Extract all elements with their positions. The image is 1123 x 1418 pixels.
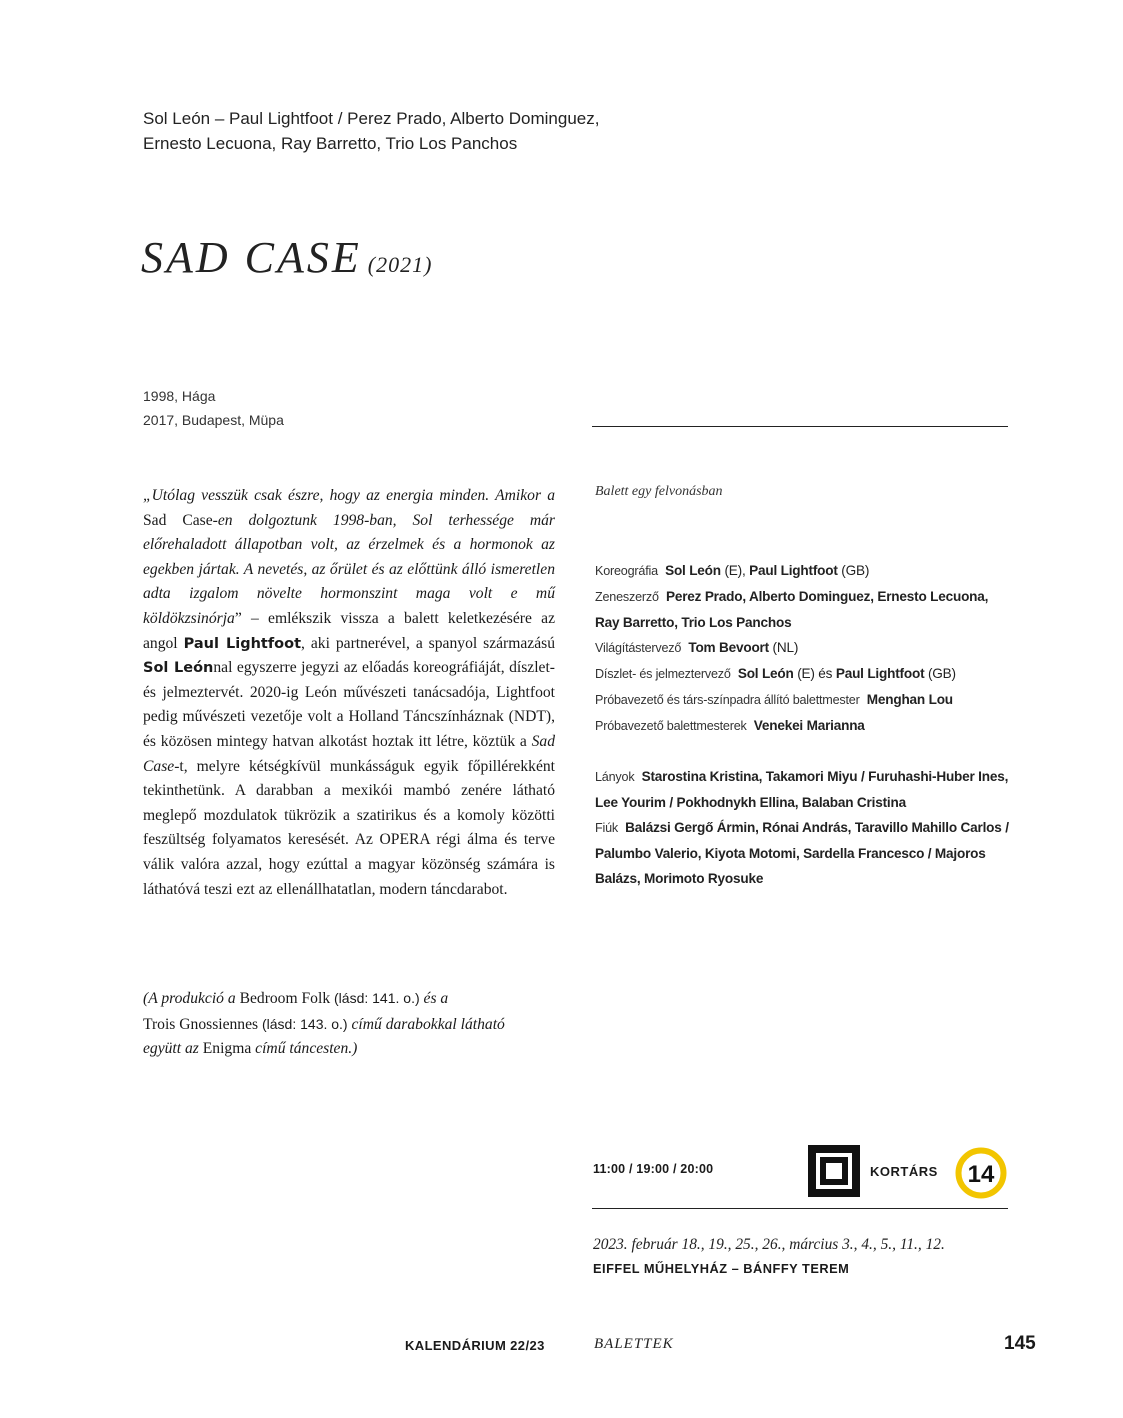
credit-label: Zeneszerző [595,590,659,604]
title-name: SAD CASE [141,233,362,282]
credit-label: Fiúk [595,821,618,835]
credit-country: (E), [720,563,750,578]
credit-label: Koreográfia [595,564,658,578]
credits [595,558,1013,891]
article-work-title: Sad Case [143,732,555,775]
concentric-square-icon [808,1145,860,1197]
article-text-2: , aki partnerével, a spanyol származású [301,634,555,652]
credit-label: Világítástervező [595,641,682,655]
premiere-2: 2017, Budapest, Müpa [143,412,284,428]
note-ref-2: (lásd: 143. o.) [258,1015,348,1032]
divider-top [592,426,1008,427]
credit-rehearsal-1 [595,687,1013,713]
title-year: (2021) [367,252,433,277]
note-work-1: Bedroom Folk [239,990,331,1007]
credit-label: Díszlet- és jelmeztervező [595,667,731,681]
credit-composer [595,584,1013,635]
article-name-lightfoot: Paul Lightfoot [183,635,302,652]
credit-boys [595,815,1013,891]
credit-name: Sol León [737,666,794,681]
creators [143,106,703,156]
note-text-4: című táncesten.) [251,1040,358,1058]
credits-spacer [595,739,1013,764]
note-text-3: című darabokkal látható együtt az [143,1015,505,1058]
production-note [143,986,543,1062]
credit-girls [595,764,1013,815]
credit-country: (GB) [837,563,870,578]
note-work-2: Trois Gnossiennes [143,1015,259,1033]
quote-text: „Utólag vesszük csak észre, hogy az energia minden. Amikor a [143,487,555,504]
note-work-3: Enigma [202,1040,252,1058]
article-name-leon: Sol León [143,660,214,677]
premieres [143,384,284,432]
page-title [141,232,432,283]
credit-name: Starostina Kristina, Takamori Miyu / Furuhashi-Huber Ines, Lee Yourim / Pokhodnykh Ellina, Balaban Cristina [595,769,1009,810]
article-text-3: nal egyszerre jegyzi az előadás koreográfiáját, díszlet- és jelmeztervét. 2020-ig León művészeti tanácsadója, Lightfoot pedig művészeti vezetője volt a Holland Táncszínháznak (NDT), és közösen mintegy hatvan alkotást hoztak itt létre, köztük a [143,659,556,750]
article-text-1: ” – emlékszik vissza a balett keletkezésére az angol [143,609,555,652]
note-ref-1: (lásd: 141. o.) [330,990,420,1006]
age-rating: 14 [967,1161,995,1188]
footer-section: BALETTEK [594,1336,674,1352]
credit-name: Venekei Marianna [753,718,865,733]
note-text-1: (A produkció a [143,990,240,1007]
credit-label: Próbavezető balettmesterek [595,719,747,733]
credit-rehearsal-2 [595,713,1013,739]
credit-lighting [595,635,1013,661]
credit-name: Paul Lightfoot [749,563,838,578]
credit-choreography [595,558,1013,584]
credit-name: Balázsi Gergő Ármin, Rónai András, Taravillo Mahillo Carlos / Palumbo Valerio, Kiyota Motomi, Sardella Francesco / Majoros Balázs, Morimoto Ryosuke [595,820,1009,886]
venue-location: EIFFEL MŰHELYHÁZ – BÁNFFY TEREM [593,1261,850,1276]
quote-text-cont: -en dolgoztunk 1998-ban, Sol terhessége már előrehaladott állapotban volt, az érzelmek és a hormonok az egekben jártak. A nevetés, az őrület és az előttünk álló ismeretlen adta izgalom növelte hormonszint maga volt e mű köldökzsinórja [143,511,555,627]
creators-line-2: Ernesto Lecuona, Ray Barretto, Trio Los Panchos [143,134,518,153]
credit-name: Tom Bevoort [688,640,769,655]
credit-country: (NL) [768,640,799,655]
genre: Balett egy felvonásban [595,484,723,499]
venue-type: KORTÁRS [870,1164,938,1179]
credit-name: Sol León [665,563,721,578]
show-times: 11:00 / 19:00 / 20:00 [593,1162,714,1176]
quote-work-title: Sad Case [143,511,213,529]
credit-country: (GB) [924,666,956,681]
credit-label: Lányok [595,770,635,784]
performance-dates: 2023. február 18., 19., 25., 26., március 3., 4., 5., 11., 12. [593,1236,945,1253]
quote [143,487,555,627]
premiere-1: 1998, Hága [143,388,216,404]
article-body [143,484,555,902]
footer-publication: KALENDÁRIUM 22/23 [405,1338,545,1353]
credit-label: Próbavezető és társ-színpadra állító balettmester [595,693,860,707]
credit-name: Menghan Lou [866,692,953,707]
credit-name: Perez Prado, Alberto Dominguez, Ernesto Lecuona, Ray Barretto, Trio Los Panchos [595,589,989,630]
credit-set-costume [595,661,1013,687]
divider-bottom [592,1208,1008,1209]
credit-name: Paul Lightfoot [835,666,925,681]
note-text-2: és a [419,990,449,1007]
credit-country: (E) és [793,666,836,681]
creators-line-1: Sol León – Paul Lightfoot / Perez Prado, Alberto Dominguez, [143,109,600,128]
age-rating-circle-icon [955,1147,1007,1199]
page-number: 145 [1004,1333,1036,1354]
article-text-4: -t, melyre kétségkívül munkásságuk egyik főpillérekként tekinthetünk. A darabban a mexikói mambó zenére látható meglepő mozdulatok tükrözik a szatirikus és a komoly közötti feszültség folyamatos keresését. Az OPERA régi álma és terve válik valóra azzal, hogy ezúttal a magyar közönség számára is láthatóvá teszi ezt az ellenállhatatlan, modern táncdarabot. [143,757,555,898]
